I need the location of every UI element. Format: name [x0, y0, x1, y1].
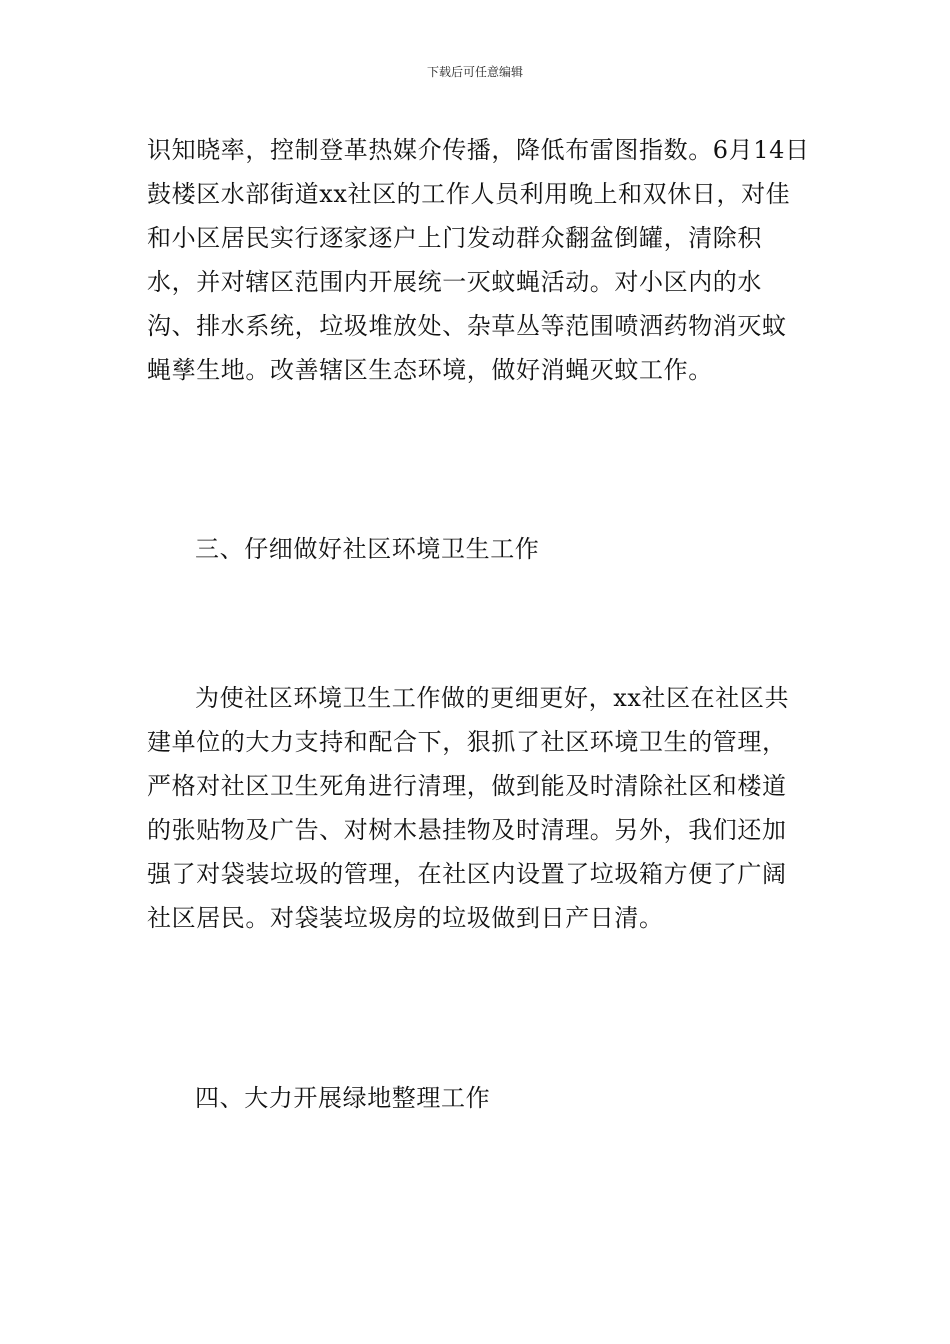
section-heading: 四、大力开展绿地整理工作 [195, 1084, 491, 1112]
paragraph-text: 为使社区环境卫生工作做的更细更好，xx社区在社区共建单位的大力支持和配合下，狠抓了社区环境卫生的管理，严格对社区卫生死角进行清理，做到能及时清除社区和楼道的张贴物及广告、对树木悬挂物及时清理。另外，我们还加强了对袋装垃圾的管理，在社区内设置了垃圾箱方便了广阔社区居民。对袋装垃圾房的垃圾做到日产日清。 [147, 684, 790, 932]
body-paragraph [147, 676, 811, 940]
page-header: 下载后可任意编辑 [426, 65, 523, 79]
body-paragraph: 识知晓率，控制登革热媒介传播，降低布雷图指数。6月14日鼓楼区水部街道xx社区的工作人员利用晚上和双休日，对佳和小区居民实行逐家逐户上门发动群众翻盆倒罐，清除积水，并对辖区范围内开展统一灭蚊蝇活动。对小区内的水沟、排水系统，垃圾堆放处、杂草丛等范围喷洒药物消灭蚊蝇孳生地。改善辖区生态环境，做好消蝇灭蚊工作。 [147, 136, 810, 384]
section-heading: 三、仔细做好社区环境卫生工作 [195, 535, 540, 563]
